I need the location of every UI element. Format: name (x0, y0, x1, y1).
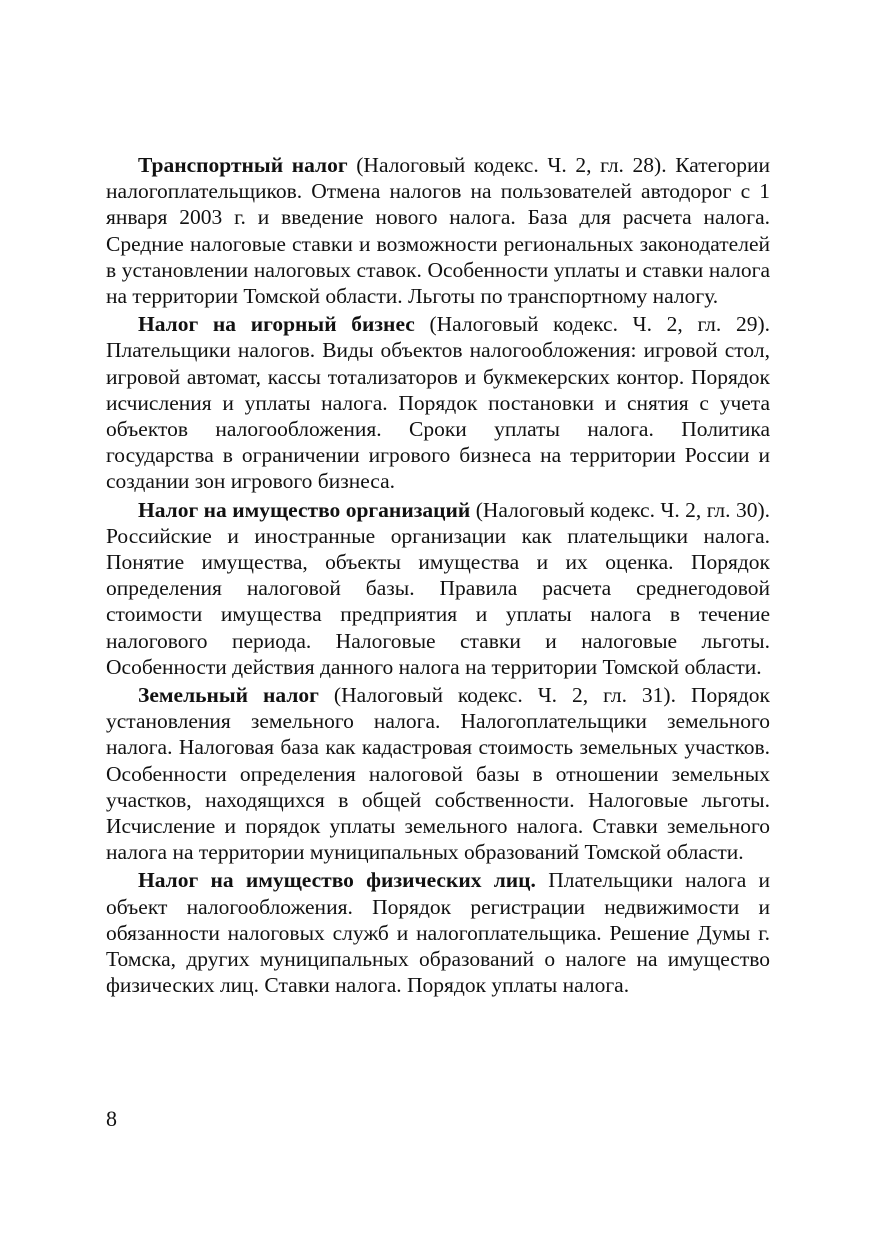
paragraph-term: Налог на имущество физических лиц. (138, 868, 536, 893)
page-body (106, 152, 770, 1001)
paragraph-term: Земельный налог (138, 683, 319, 708)
paragraph-land-tax (106, 682, 770, 865)
paragraph-text: (Налоговый кодекс. Ч. 2, гл. 29). Плательщики налогов. Виды объектов налогообложения: игровой стол, игровой автомат, кассы тотализаторов и букмекерских контор. Порядок исчисления и уплаты налога. Порядок постановки и снятия с учета объектов налогообложения. Сроки уплаты налога. Политика государства в ограничении игрового бизнеса на территории России и создании зон игрового бизнеса. (106, 312, 770, 494)
paragraph-gambling-tax (106, 311, 770, 494)
paragraph-term: Налог на имущество организаций (138, 497, 471, 522)
paragraph-text: (Налоговый кодекс. Ч. 2, гл. 28). Категории налогоплательщиков. Отмена налогов на пользователей автодорог с 1 января 2003 г. и введение нового налога. База для расчета налога. Средние налоговые ставки и возможности региональных законодателей в установлении налоговых ставок. Особенности уплаты и ставки налога на территории Томской области. Льготы по транспортному налогу. (106, 153, 770, 309)
paragraph-organization-property-tax (106, 497, 770, 680)
paragraph-text: Плательщики налога и объект налогообложения. Порядок регистрации недвижимости и обязанности налоговых служб и налогоплательщика. Решение Думы г. Томска, других муниципальных образований о налоге на имущество физических лиц. Ставки налога. Порядок уплаты налога. (106, 868, 770, 998)
paragraph-term: Налог на игорный бизнес (138, 312, 415, 337)
paragraph-transport-tax (106, 152, 770, 309)
paragraph-text: (Налоговый кодекс. Ч. 2, гл. 30). Российские и иностранные организации как плательщики налога. Понятие имущества, объекты имущества и их оценка. Порядок определения налоговой базы. Правила расчета среднегодовой стоимости имущества предприятия и уплаты налога в течение налогового периода. Налоговые ставки и налоговые льготы. Особенности действия данного налога на территории Томской области. (106, 497, 770, 679)
paragraph-personal-property-tax (106, 867, 770, 998)
paragraph-term: Транспортный налог (138, 153, 348, 177)
paragraph-text: (Налоговый кодекс. Ч. 2, гл. 31). Порядок установления земельного налога. Налогоплательщики земельного налога. Налоговая база как кадастровая стоимость земельных участков. Особенности определения налоговой базы в отношении земельных участков, находящихся в общей собственности. Налоговые льготы. Исчисление и порядок уплаты земельного налога. Ставки земельного налога на территории муниципальных образований Томской области. (106, 683, 770, 865)
page-number: 8 (106, 1106, 117, 1131)
